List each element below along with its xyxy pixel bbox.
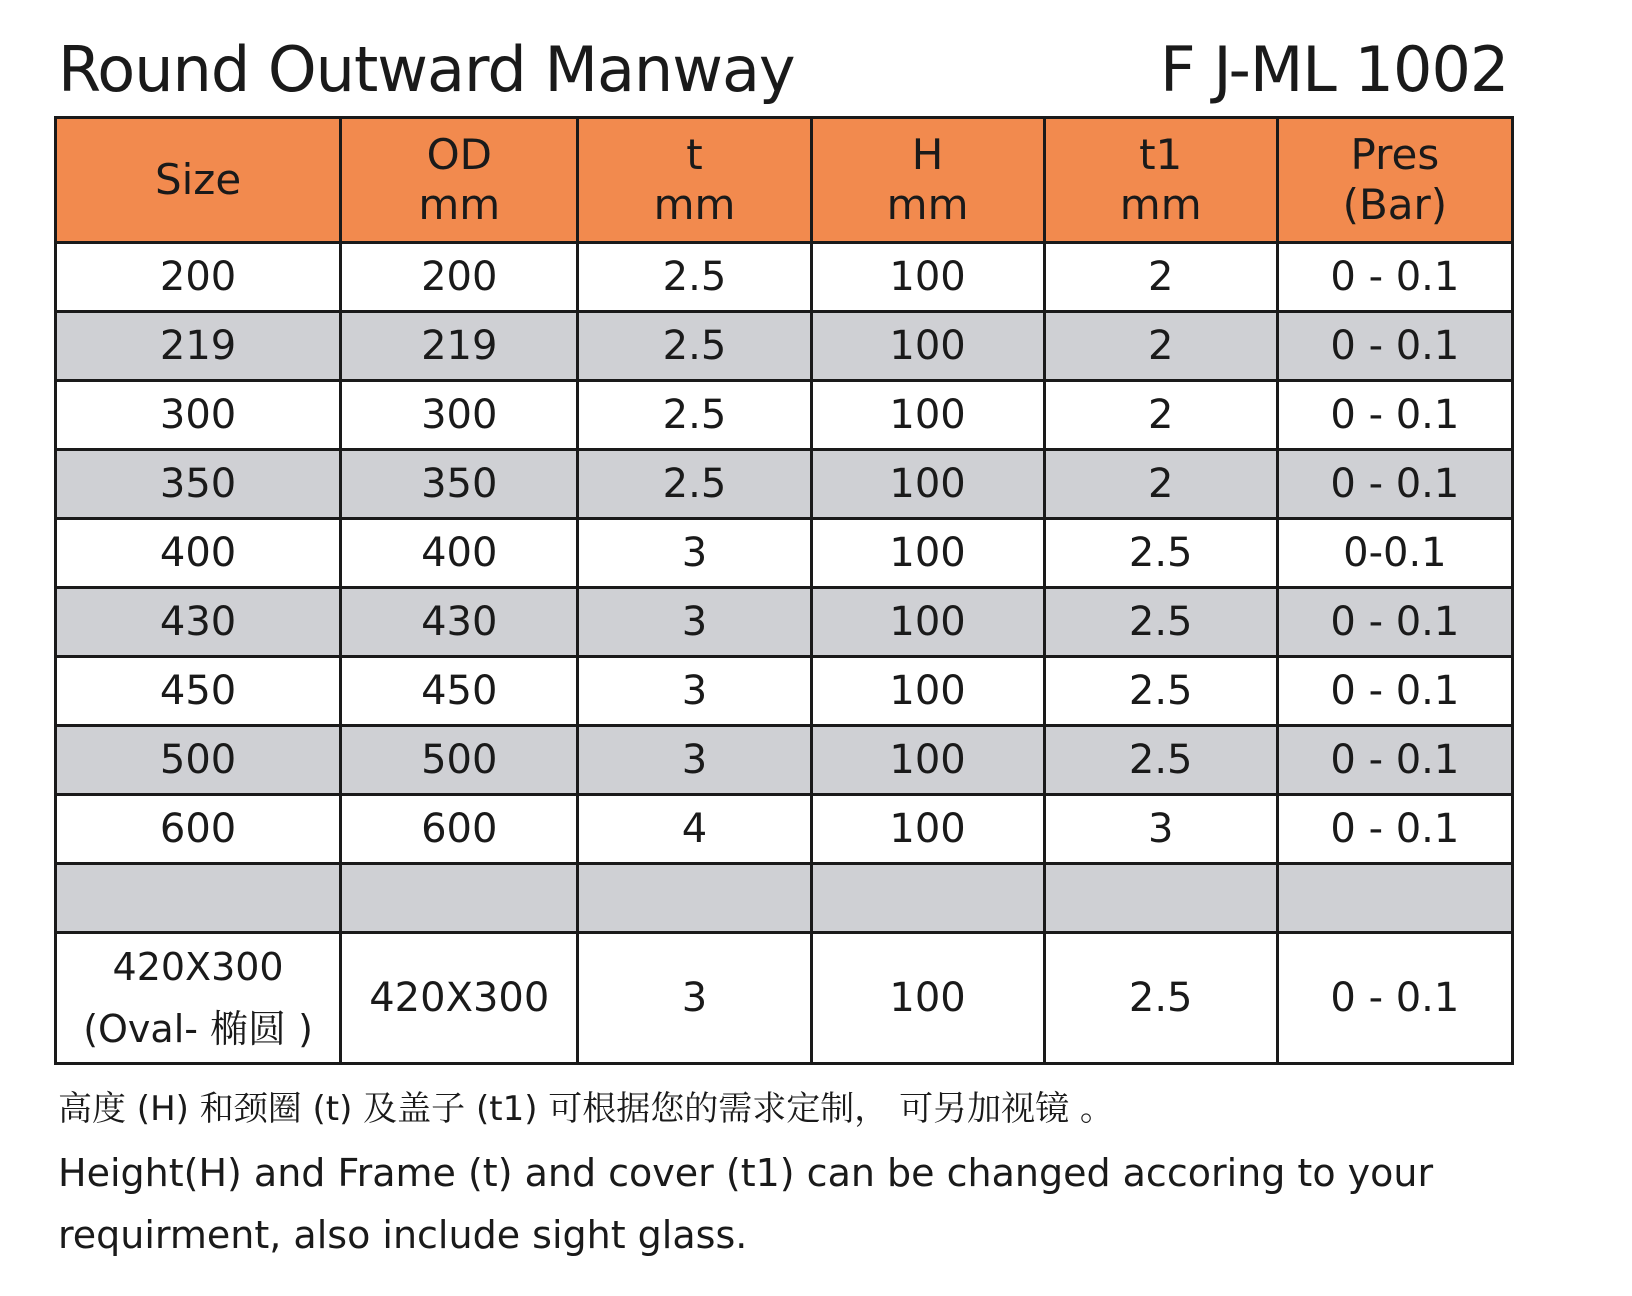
- cell-t1: 2.5: [1044, 933, 1277, 1064]
- cell-t1: 2.5: [1044, 588, 1277, 657]
- cell-h: 100: [811, 795, 1044, 864]
- cell-size: [56, 933, 341, 1064]
- table-row: [56, 657, 1513, 726]
- cell-h: 100: [811, 726, 1044, 795]
- header-h: H mm: [811, 118, 1044, 243]
- header-t: t mm: [578, 118, 811, 243]
- table-row: [56, 795, 1513, 864]
- cell-h: 100: [811, 657, 1044, 726]
- cell-pres: 0 - 0.1: [1277, 312, 1512, 381]
- cell-t1: 2.5: [1044, 726, 1277, 795]
- cell-t1: 3: [1044, 795, 1277, 864]
- header-size: Size: [56, 118, 341, 243]
- cell-h: 100: [811, 519, 1044, 588]
- cell-t1: [1044, 864, 1277, 933]
- table-row: [56, 312, 1513, 381]
- cell-pres: 0 - 0.1: [1277, 450, 1512, 519]
- cell-t: 3: [578, 933, 811, 1064]
- table-row-oval: [56, 933, 1513, 1064]
- cell-t1: 2.5: [1044, 657, 1277, 726]
- cell-pres: 0 - 0.1: [1277, 381, 1512, 450]
- cell-od: 500: [341, 726, 578, 795]
- model-number: F J-ML 1002: [1160, 33, 1509, 106]
- table-row: [56, 243, 1513, 312]
- cell-pres: 0 - 0.1: [1277, 726, 1512, 795]
- cell-pres: 0 - 0.1: [1277, 243, 1512, 312]
- header-od: OD mm: [341, 118, 578, 243]
- cell-od: 219: [341, 312, 578, 381]
- cell-size: 219: [56, 312, 341, 381]
- cell-size: 500: [56, 726, 341, 795]
- cell-od: 600: [341, 795, 578, 864]
- cell-od: 450: [341, 657, 578, 726]
- table-row: [56, 588, 1513, 657]
- cell-od: [341, 864, 578, 933]
- cell-t1: 2.5: [1044, 519, 1277, 588]
- cell-t: 3: [578, 657, 811, 726]
- cell-h: 100: [811, 243, 1044, 312]
- cell-pres: 0 - 0.1: [1277, 795, 1512, 864]
- oval-size-line1: 420X300: [112, 945, 284, 989]
- cell-t: 4: [578, 795, 811, 864]
- cell-t1: 2: [1044, 450, 1277, 519]
- cell-h: 100: [811, 933, 1044, 1064]
- cell-h: 100: [811, 312, 1044, 381]
- cell-h: 100: [811, 450, 1044, 519]
- cell-t: 2.5: [578, 381, 811, 450]
- cell-t1: 2: [1044, 381, 1277, 450]
- cell-t: 2.5: [578, 243, 811, 312]
- table-row: [56, 381, 1513, 450]
- cell-t: 3: [578, 588, 811, 657]
- cell-t: [578, 864, 811, 933]
- cell-size: 450: [56, 657, 341, 726]
- cell-h: [811, 864, 1044, 933]
- cell-od: 430: [341, 588, 578, 657]
- cell-size: 300: [56, 381, 341, 450]
- cell-size: 430: [56, 588, 341, 657]
- cell-size: 400: [56, 519, 341, 588]
- cell-pres: 0 - 0.1: [1277, 933, 1512, 1064]
- header-t1: t1 mm: [1044, 118, 1277, 243]
- cell-od: 400: [341, 519, 578, 588]
- oval-size-line2: (Oval- 椭圆 ): [83, 1007, 313, 1051]
- cell-pres: 0 - 0.1: [1277, 657, 1512, 726]
- cell-t1: 2: [1044, 243, 1277, 312]
- cell-h: 100: [811, 381, 1044, 450]
- cell-t: 3: [578, 726, 811, 795]
- cell-t: 3: [578, 519, 811, 588]
- cell-pres: 0 - 0.1: [1277, 588, 1512, 657]
- note-english: Height(H) and Frame (t) and cover (t1) can be changed accoring to your requirment, also include sight glass.: [58, 1151, 1434, 1257]
- cell-size: 350: [56, 450, 341, 519]
- table-row: [56, 450, 1513, 519]
- cell-size: [56, 864, 341, 933]
- cell-t: 2.5: [578, 450, 811, 519]
- cell-od: 300: [341, 381, 578, 450]
- cell-size: 200: [56, 243, 341, 312]
- cell-od: 420X300: [341, 933, 578, 1064]
- cell-pres: [1277, 864, 1512, 933]
- header-row: [56, 118, 1513, 243]
- cell-t1: 2: [1044, 312, 1277, 381]
- table-row: [56, 519, 1513, 588]
- cell-od: 350: [341, 450, 578, 519]
- table-row-empty: [56, 864, 1513, 933]
- cell-od: 200: [341, 243, 578, 312]
- header-pres: Pres (Bar): [1277, 118, 1512, 243]
- note-chinese: 高度 (H) 和颈圈 (t) 及盖子 (t1) 可根据您的需求定制， 可另加视镜 。: [58, 1089, 1114, 1129]
- cell-h: 100: [811, 588, 1044, 657]
- cell-size: 600: [56, 795, 341, 864]
- table-row: [56, 726, 1513, 795]
- cell-t: 2.5: [578, 312, 811, 381]
- cell-pres: 0-0.1: [1277, 519, 1512, 588]
- spec-table: [54, 116, 1514, 1065]
- page-title: Round Outward Manway: [58, 33, 795, 106]
